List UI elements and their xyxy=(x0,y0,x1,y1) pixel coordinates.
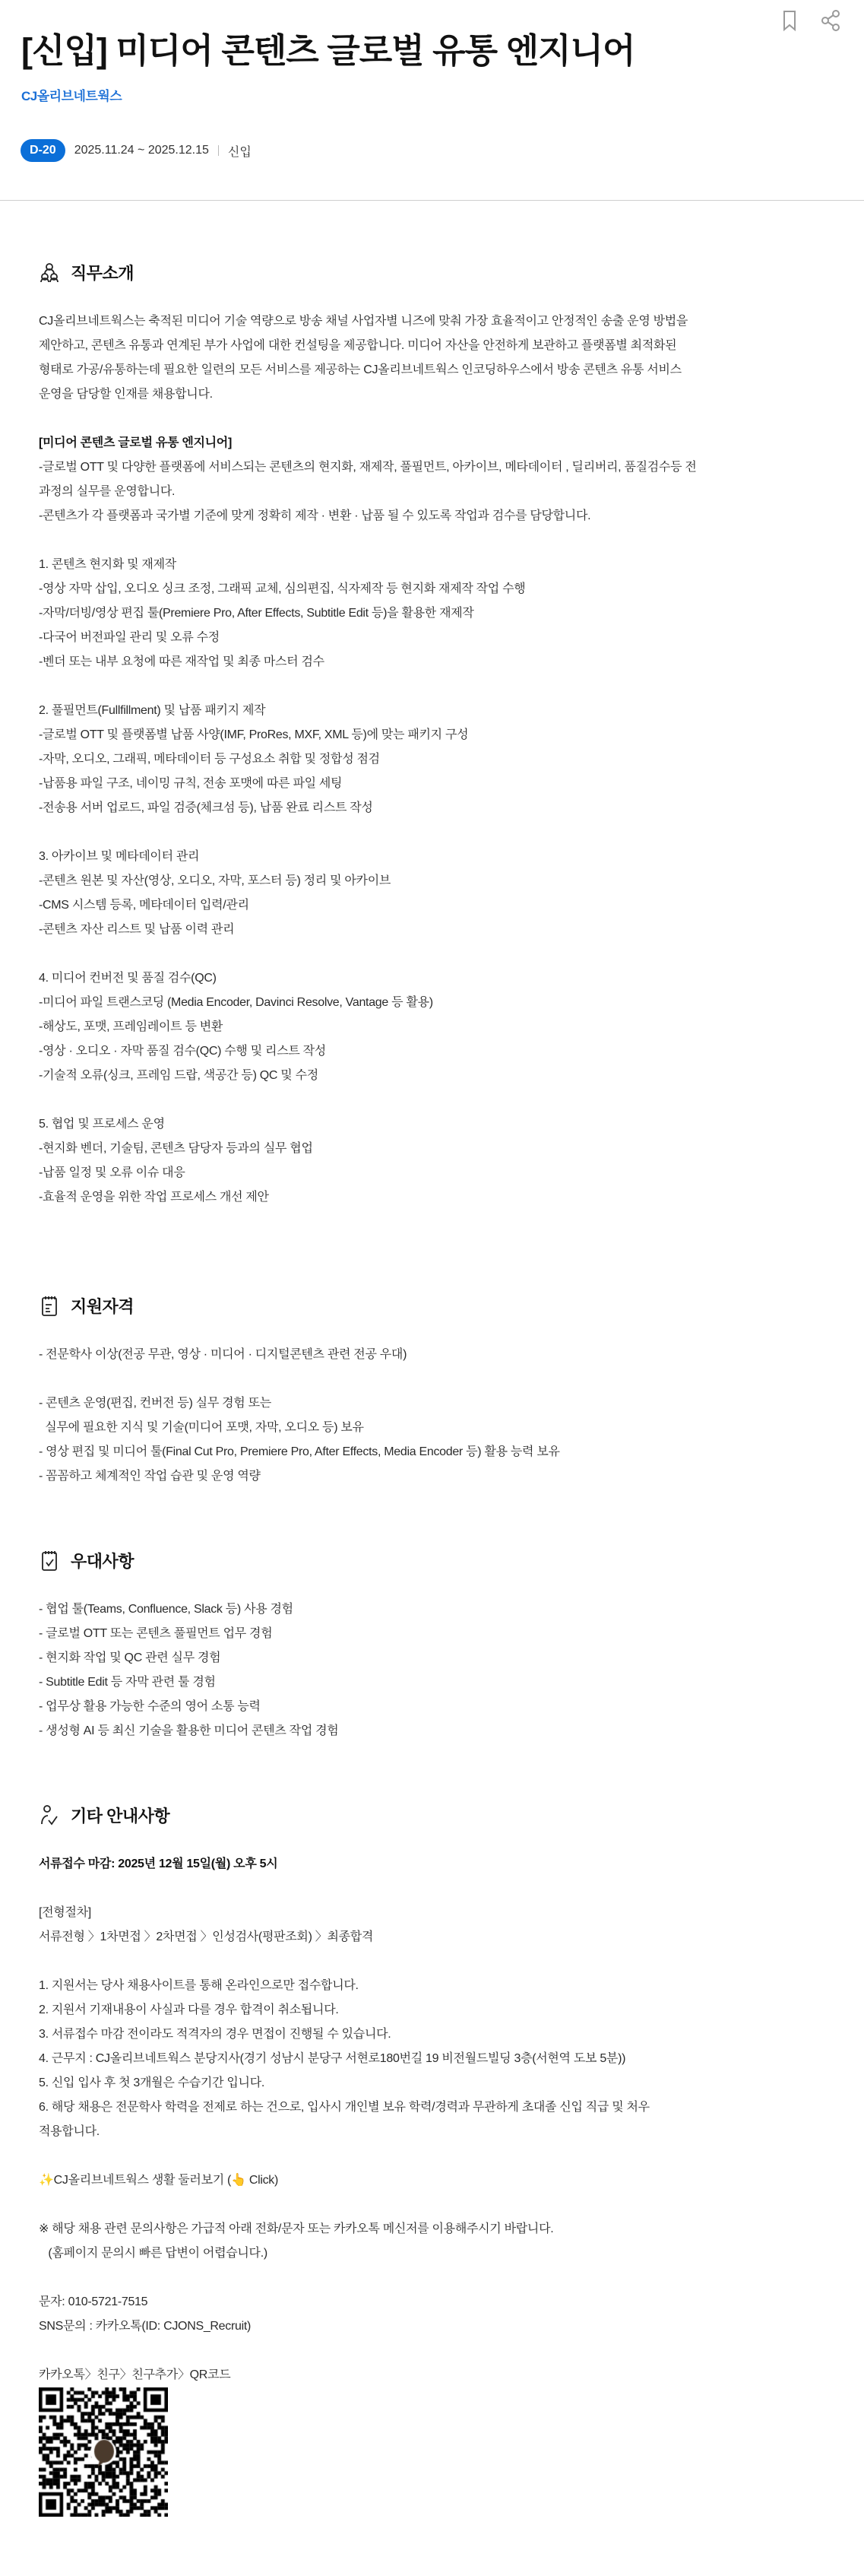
blank-line xyxy=(39,674,829,699)
text-line: 카카오톡〉친구〉친구추가〉QR코드 xyxy=(39,2368,231,2381)
section-heading xyxy=(39,260,829,284)
text-line: 서류접수 마감: 2025년 12월 15일(월) 오후 5시 xyxy=(39,1857,278,1870)
blank-line xyxy=(39,942,829,966)
text-line: 실무에 필요한 지식 및 기술(미디어 포맷, 자막, 오디오 등) 보유 xyxy=(39,1421,364,1434)
text-line: 6. 해당 채용은 전문학사 학력을 전제로 하는 건으로, 입사시 개인별 보유 학력/경력과 무관하게 초대졸 신입 직급 및 처우 xyxy=(39,2101,650,2114)
text-line: 2. 지원서 기재내용이 사실과 다를 경우 합격이 취소됩니다. xyxy=(39,2003,339,2016)
text-line: -자막, 오디오, 그래픽, 메타데이터 등 구성요소 취합 및 정합성 점검 xyxy=(39,753,380,766)
text-line: - 글로벌 OTT 또는 콘텐츠 풀필먼트 업무 경험 xyxy=(39,1627,273,1640)
text-line: -다국어 버전파일 관리 및 오류 수정 xyxy=(39,631,220,644)
section-title: 우대사항 xyxy=(71,1551,135,1571)
blank-line xyxy=(39,407,829,431)
job-title: [신입] 미디어 콘텐츠 글로벌 유통 엔지니어 xyxy=(21,31,635,70)
text-line: -글로벌 OTT 및 플랫폼별 납품 사양(IMF, ProRes, MXF, XML 등)에 맞는 패키지 구성 xyxy=(39,728,469,741)
text-line: 3. 서류접수 마감 전이라도 적격자의 경우 면접이 진행될 수 있습니다. xyxy=(39,2028,391,2041)
text-line: - 협업 툴(Teams, Confluence, Slack 등) 사용 경험 xyxy=(39,1603,293,1616)
text-line: 2. 풀필먼트(Fullfillment) 및 납품 패키지 제작 xyxy=(39,704,266,717)
text-line: -콘텐츠 원본 및 자산(영상, 오디오, 자막, 포스터 등) 정리 및 아카이브 xyxy=(39,874,391,887)
blank-line xyxy=(39,2266,829,2290)
header-actions xyxy=(779,9,841,32)
text-line: 3. 아카이브 및 메타데이터 관리 xyxy=(39,850,200,863)
text-line: 적용합니다. xyxy=(39,2125,100,2138)
text-line: -현지화 벤더, 기술팀, 콘텐츠 담당자 등과의 실무 협업 xyxy=(39,1142,313,1155)
text-line: 5. 신입 입사 후 첫 3개월은 수습기간 입니다. xyxy=(39,2076,265,2089)
blank-line xyxy=(39,2144,829,2168)
person-check-icon xyxy=(39,1804,60,1826)
text-line: - 업무상 활용 가능한 수준의 영어 소통 능력 xyxy=(39,1700,261,1713)
bookmark-icon[interactable] xyxy=(779,9,800,32)
text-line: 운영을 담당할 인재를 채용합니다. xyxy=(39,388,213,401)
text-line: -글로벌 OTT 및 다양한 플랫폼에 서비스되는 콘텐츠의 현지화, 재제작, 풀필먼트, 아카이브, 메타데이터 , 딜리버리, 품질검수등 전 xyxy=(39,461,697,474)
text-line: 1. 지원서는 당사 채용사이트를 통해 온라인으로만 접수합니다. xyxy=(39,1979,359,1992)
text-line: 5. 협업 및 프로세스 운영 xyxy=(39,1118,165,1131)
section-3 xyxy=(39,1803,829,2517)
text-line: - 꼼꼼하고 체계적인 작업 습관 및 운영 역량 xyxy=(39,1470,261,1483)
blank-line xyxy=(39,1210,829,1234)
blank-line xyxy=(39,2193,829,2217)
text-line: -영상 · 오디오 · 자막 품질 검수(QC) 수행 및 리스트 작성 xyxy=(39,1045,326,1058)
text-line: -CMS 시스템 등록, 메타데이터 입력/관리 xyxy=(39,899,249,912)
blank-line xyxy=(39,2339,829,2363)
text-line: -미디어 파일 트랜스코딩 (Media Encoder, Davinci Resolve, Vantage 등 활용) xyxy=(39,996,433,1009)
notepad-icon xyxy=(39,1295,60,1316)
blank-line xyxy=(39,1367,829,1391)
company-link[interactable]: CJ올리브네트웍스 xyxy=(21,89,122,103)
text-line: -벤더 또는 내부 요청에 따른 재작업 및 최종 마스터 검수 xyxy=(39,655,324,668)
text-line: ※ 해당 채용 관련 문의사항은 가급적 아래 전화/문자 또는 카카오톡 메신저를 이용해주시기 바랍니다. xyxy=(39,2222,554,2235)
blank-line xyxy=(39,820,829,845)
text-line: [미디어 콘텐츠 글로벌 유통 엔지니어] xyxy=(39,436,232,449)
section-heading xyxy=(39,1803,829,1827)
application-period: 2025.11.24 ~ 2025.12.15 xyxy=(74,144,209,157)
blank-line xyxy=(39,528,829,553)
text-line: - 전문학사 이상(전공 무관, 영상 · 미디어 · 디지털콘텐츠 관련 전공 우대) xyxy=(39,1348,407,1361)
text-line: (홈페이지 문의시 빠른 답변이 어렵습니다.) xyxy=(39,2247,267,2260)
text-line: -자막/더빙/영상 편집 툴(Premiere Pro, After Effects, Subtitle Edit 등)을 활용한 재제작 xyxy=(39,607,474,620)
job-meta xyxy=(21,139,252,162)
text-line: -납품 일정 및 오류 이슈 대응 xyxy=(39,1166,185,1179)
text-line: SNS문의 : 카카오톡(ID: CJONS_Recruit) xyxy=(39,2320,252,2333)
text-line: 제안하고, 콘텐츠 유통과 연계된 부가 사업에 대한 컨설팅을 제공합니다. 미디어 자산을 안전하게 보관하고 플랫폼별 최적화된 xyxy=(39,339,677,352)
section-0 xyxy=(39,260,829,1234)
dday-badge: D-20 xyxy=(21,139,65,162)
section-title: 기타 안내사항 xyxy=(71,1806,170,1826)
blank-line xyxy=(39,1876,829,1901)
share-icon[interactable] xyxy=(820,9,841,32)
text-line: [전형절차] xyxy=(39,1906,91,1919)
text-line: -효율적 운영을 위한 작업 프로세스 개선 제안 xyxy=(39,1191,269,1204)
text-line: 4. 미디어 컨버전 및 품질 검수(QC) xyxy=(39,972,217,985)
text-line: -기술적 오류(싱크, 프레임 드랍, 색공간 등) QC 및 수정 xyxy=(39,1069,318,1082)
checklist-icon xyxy=(39,1550,60,1571)
people-icon xyxy=(39,262,60,283)
text-line: - Subtitle Edit 등 자막 관련 툴 경험 xyxy=(39,1676,216,1689)
text-line: -해상도, 포맷, 프레임레이트 등 변환 xyxy=(39,1020,223,1033)
text-line: CJ올리브네트웍스는 축적된 미디어 기술 역량으로 방송 채널 사업자별 니즈에 맞춰 가장 효율적이고 안정적인 송출 운영 방법을 xyxy=(39,315,688,328)
text-line: -콘텐츠 자산 리스트 및 납품 이력 관리 xyxy=(39,923,235,936)
career-type: 신입 xyxy=(227,145,252,159)
kakaotalk-qr-code xyxy=(39,2387,168,2517)
header-divider xyxy=(0,200,864,201)
section-title: 지원자격 xyxy=(71,1296,135,1316)
meta-divider xyxy=(218,145,219,156)
text-line: -콘텐츠가 각 플랫폼과 국가별 기준에 맞게 정확히 제작 · 변환 · 납품 될 수 있도록 작업과 검수를 담당합니다. xyxy=(39,509,591,522)
text-line: -영상 자막 삽입, 오디오 싱크 조정, 그래픽 교체, 심의편집, 식자제작 등 현지화 재제작 작업 수행 xyxy=(39,582,526,595)
text-line: 형태로 가공/유통하는데 필요한 일련의 모든 서비스를 제공하는 CJ올리브네트웍스 인코딩하우스에서 방송 콘텐츠 유통 서비스 xyxy=(39,363,682,376)
text-line: 서류전형 〉1차면접 〉2차면접 〉인성검사(평판조회) 〉최종합격 xyxy=(39,1930,374,1943)
section-heading xyxy=(39,1293,829,1318)
blank-line xyxy=(39,1949,829,1974)
text-line: 문자: 010-5721-7515 xyxy=(39,2295,148,2308)
life-tour-link[interactable]: ✨CJ올리브네트웍스 생활 둘러보기 (👆 Click) xyxy=(39,2174,279,2187)
section-title: 직무소개 xyxy=(71,263,135,283)
text-line: - 생성형 AI 등 최신 기술을 활용한 미디어 콘텐츠 작업 경험 xyxy=(39,1724,339,1737)
section-2 xyxy=(39,1548,829,1743)
text-line: - 영상 편집 및 미디어 툴(Final Cut Pro, Premiere Pro, After Effects, Media Encoder 등) 활용 능력 보유 xyxy=(39,1445,560,1458)
text-line: 과정의 실무를 운영합니다. xyxy=(39,485,176,498)
text-line: -전송용 서버 업로드, 파일 검증(체크섬 등), 납품 완료 리스트 작성 xyxy=(39,801,373,814)
section-heading xyxy=(39,1548,829,1572)
text-line: - 콘텐츠 운영(편집, 컨버전 등) 실무 경험 또는 xyxy=(39,1397,271,1410)
text-line: - 현지화 작업 및 QC 관련 실무 경험 xyxy=(39,1651,221,1664)
job-description xyxy=(39,260,829,2576)
section-1 xyxy=(39,1293,829,1489)
text-line: 4. 근무지 : CJ올리브네트웍스 분당지사(경기 성남시 분당구 서현로180번길 19 비전월드빌딩 3층(서현역 도보 5분)) xyxy=(39,2052,626,2065)
blank-line xyxy=(39,1088,829,1112)
text-line: -납품용 파일 구조, 네이밍 규칙, 전송 포맷에 따른 파일 세팅 xyxy=(39,777,343,790)
text-line: 1. 콘텐츠 현지화 및 재제작 xyxy=(39,558,176,571)
